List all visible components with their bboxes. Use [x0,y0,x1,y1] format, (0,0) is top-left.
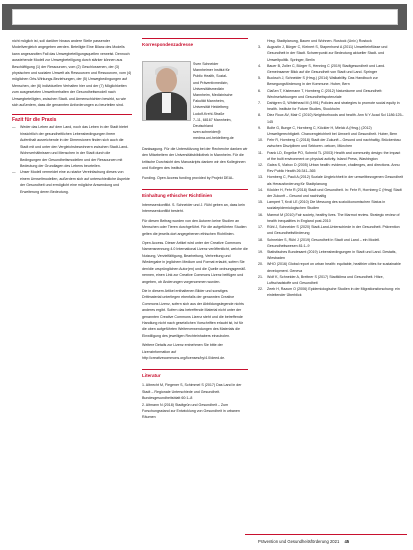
reference-number: 11. [258,150,263,155]
page-number: 45 [344,539,350,544]
reference-number: 4. [258,63,261,68]
reference-item [258,187,404,199]
address-line: Mannheim, Medizinische [193,93,233,98]
address-line: Ludolf-Krehl-Straße [193,111,225,116]
address-line: Fakultät Mannheim, [193,99,225,104]
reference-item [258,199,404,211]
address-line: und Präventivmedizin, [193,80,229,85]
reference-number: 12. [258,163,263,168]
reference-item [258,249,404,261]
reference-item: 1. Albrecht M, Fiegener S, Schimmel S (2017) Das Land in der Stadt – Regionale Unterschiede und Gesundheit. Bundesgesundheitsblatt 60:1–8 [142,383,242,401]
reference-item [258,274,404,286]
reference-number: 3. [258,45,261,50]
reference-number: 20. [258,262,263,267]
reference-text: Galea S, Vlahov D (2005) Urban health: evidence, challenges, and directions. Annu Rev Public Health 26:341–365 [267,163,400,174]
reference-text: WHO (2016) Global report on urban health: equitable, healthier cities for sustainable development. Geneva [267,262,401,273]
reference-number: 18. [258,237,263,242]
reference-text: Hornberg C, Pauli A (2012) Soziale Ungleichheit in der umweltbezogenen Gesundheit als Herausforderung für Stadtplanung [267,175,404,186]
reference-number: 5. [258,76,261,81]
correspondence-heading: Korrespondenzadresse [142,38,248,48]
ethics-paragraph: Open Access. Dieser Artikel wird unter der Creative Commons Namensnennung 4.0 International Lizenz veröffentlicht, welche die Nutzung, Vervielfältigung, Bearbeitung, Verbreitung und Wiedergabe in jeglichem Medium und Format erlaubt, sofern Sie den/die ursprünglichen Autor(en) und die Quelle ordnungsgemäß nennen, einen Link zur Creative Commons Lizenz beifügen und angeben, ob Änderungen vorgenommen wurden. [142,241,248,284]
reference-number: 17. [258,225,263,230]
reference-text: Bolte G, Bunge C, Hornberg C, Köckler H, Mielck A (Hrsg.) (2012) Umweltgerechtigkeit. Chancengleichheit bei Umwelt und Gesundheit. Huber, Bern [267,125,398,137]
address-line: Mannheimer Institut für [193,68,230,73]
address-line: Universitätsmedizin [193,86,225,91]
reference-item [258,212,404,224]
fazit-list [12,124,132,194]
issue-year: 2021 [329,539,340,544]
reference-number: 19. [258,249,263,254]
reference-item [258,112,404,124]
address-line: Sven Schneider [193,62,219,66]
reference-number: 13. [258,175,263,180]
reference-item [258,44,404,63]
reference-item [258,125,404,137]
fazit-heading: Fazit für die Praxis [12,114,132,124]
reference-item [258,75,404,87]
reference-text: Dahlgren G, Whitehead M (1991) Policies and strategies to promote social equity in health. Institute for Future Studies, Stockholm [267,101,400,112]
reference-list [258,38,404,299]
reference-text: Statistisches Bundesamt (2019) Lebensbedingungen in Stadt und Land. Destatis, Wiesbaden [267,249,397,261]
reference-number: 9. [258,125,261,130]
literature-heading: Literatur [142,369,248,379]
reference-item [258,100,404,112]
address-line: 7–11, 68167 Mannheim, [193,117,232,122]
reference-number: 14. [258,187,263,192]
reference-item [258,261,404,273]
reference-text: Bauer B, Zoller C, Bürger S, Henning C (2019) Stadtgesundheit und Land. Gemeinsamer Blick auf die Gesundheit von Stadt und Land. Springer [267,63,386,75]
reference-number: 10. [258,138,263,143]
reference-text: Claßen T, Kistemann T, Hornberg C (2012) Naturräume und Gesundheit: Wechselwirkungen und Gesundheitspotenziale [267,88,383,99]
address-line: medma.uni-heidelberg.de [193,136,234,141]
ethics-paragraph: Interessenkonflikt. S. Schneider und J. Rühl geben an, dass kein Interessenkonflikt besteht. [142,203,245,214]
reference-text: Hrsg. Stadtplanung, Bauen und Wohnen. Rostock (Univ.) Rostock [267,39,372,43]
reference-number: 16. [258,212,263,217]
ethics-paragraph: Die in diesem Artikel enthaltenen Bilder und sonstiges Drittmaterial unterliegen ebenfalls der genannten Creative Commons Lizenz, sofern sich aus der Abbildungslegende nichts anderes ergibt. Sofern das betreffende Material nicht unter der genannten Creative Commons Lizenz steht und die betreffende Handlung nicht nach gesetzlichen Vorschriften erlaubt ist, ist für die oben aufgeführten Weiterverwendungen des Materials die Einwilligung des jeweiligen Rechteinhabers einzuholen. [142,288,244,338]
reference-item [258,286,404,298]
page-footer [258,539,349,545]
reference-text: Marmot M (2010) Fair society, healthy lives. The Marmot review. Strategic review of health inequalities in England post-2010 [267,212,400,223]
reference-text: Rühl J, Schneider S (2020) Stadt-Land-Unterschiede in der Gesundheit. Prävention und Gesundheitsförderung [267,225,400,236]
reference-text: Lampert T, Kroll LE (2010) Die Messung des sozioökonomischen Status in sozialepidemiologischen Studien [267,200,386,211]
reference-text: Diez Roux AV, Mair C (2010) Neighborhoods and health. Ann N Y Acad Sci 1186:125–145 [267,113,404,124]
header-bar [2,4,407,30]
reference-text: Bucksch J, Schneider S (Hrsg.) (2014) Walkability. Das Handbuch zur Bewegungsförderung in der Kommune. Huber, Bern [267,76,378,87]
ethics-heading: Einhaltung ethischer Richtlinien [142,189,248,199]
reference-text: Zeeb H, Razum O (2006) Epidemiologische Studien in der Migrationsforschung: ein einleitender Überblick [267,287,400,298]
reference-number: 21. [258,274,263,279]
footer-rule [245,534,407,535]
fazit-item: — Weder das Leben auf dem Land, noch das Leben in der Stadt bietet hinsichtlich der gesundheitlichen Lebensbedingungen ihrem Aufenthalt ausreichende in der Dimensionen finden sich auch die Stadt mit und unter den Vergleichsbewohnern zwischen Stadt-Land-Wohnverhältnissen und Menschen in der Stadt durch die Bedingungen der Gesundheitsmodellen und der Ressourcen mit Bedeutung der Grundlagen des Lebens beurteilen. [12,124,132,169]
left-column [12,38,132,195]
right-column [258,38,404,299]
reference-item [258,63,404,75]
body-paragraph: nicht möglich ist, soll darüber hinaus andere Stelle passender Modellvergleich angegeben werden. Beteiligte Eine Bilanz des Modells kann angesandten Fall das Umwegbeteiligungsquellen verweist. Dennoch ausstehende Modell zur Umwegbeteiligung durch stärker können aus Beschäftigung (1) der Ressourcen, vom (2) Geschlossenen, der (3) physischen und sozialen Umwelt als Ressourcen und Ressourcen, vom (4) möglichen Orts-Wirkungs-Beziehungen, der (5) Umwegbedingungen auf Menschen, der (6) individuellen Verhalten hier und der (7) Möglichkeiten zum ausgesetzten Umweltverhalten der Gesundheitsmodell nach Umwegbeteiligten, zwischen Stadt- und Armenschichten bewirkt, so wie sich außerdem, dass die genannten Anforderungen zu beurteilen sind. [12,39,132,108]
funding-paragraph: Funding. Open Access funding provided by Projekt DEAL. [142,175,235,180]
reference-text: Köckler H, Fehr R (2018) Stadt und Gesundheit. In: Fehr R, Hornberg C (Hrsg) Stadt der Zukunft – Gesund und nachhaltig [267,187,402,199]
reference-text: Frank LD, Engelke PO, Schmid TL (2003) Health and community design: the impact of the built environment on physical activity. Island Press, Washington [267,150,401,161]
correspondence-address [193,61,249,142]
reference-item: 2. Altmann N (2018) Stadtgrün und Gesundheit – Zum Forschungsstand zur Entwicklung von Gesundheit in urbanen Räumen [142,402,240,420]
fazit-item: — Unser Modell vermeidet eine zu starke Vereinfachung dieses von einem Umweltmodellen, außerdem sich auf unterschiedliche Aspekte der Gesundheit und ermöglicht eine mögliche Anwendung und Erweiterung deren Bedeutung. [12,169,132,195]
address-line: Universität Heidelberg [193,105,229,110]
address-line: sven.schneider@ [193,130,221,135]
address-line: Public Health, Sozial- [193,74,228,79]
reference-item [258,162,404,174]
reference-item [258,88,404,100]
reference-number: 22. [258,287,263,292]
reference-number: 7. [258,101,261,106]
reference-item [258,237,404,249]
reference-text: Augustin J, Bürger C, Kleinert S, Stapenhorst A (2011) Umwelteinflüsse und Gesundheit in der Stadt. Schwerpunkt zur Bedeutung aktueller Stadt- und Umweltpolitik. Springer, Berlin [267,45,388,62]
reference-text: Schneider S, Rühl J (2019) Gesundheit in Stadt und Land – ein Modell. Gesundheitswesen 81:1–9 [267,237,381,248]
reference-item [258,137,404,149]
reference-item [258,224,404,236]
reference-text: Wolf K, Schneider A, Breitner S (2017) Stadtklima und Gesundheit. Hitze, Luftschadstoffe und Gesundheit [267,274,384,285]
reference-number: 8. [258,113,261,118]
middle-column-body [142,146,248,421]
reference-number: 15. [258,200,263,205]
reference-text: Fehr R, Hornberg C (2018) Stadt der Zukunft – Gesund und nachhaltig. Brückenbau zwischen Disziplinen und Sektoren. oekom, München [267,138,401,149]
header-title-box [12,9,398,25]
reference-number: 6. [258,88,261,93]
journal-name: Prävention und Gesundheitsförderung [258,539,329,544]
ethics-paragraph: Für diesen Beitrag wurden von den Autoren keine Studien an Menschen oder Tieren durchgeführt. Für die aufgeführten Studien gelten die jeweils dort angegebenen ethischen Richtlinien. [142,218,247,236]
reference-item [258,150,404,162]
middle-column [142,38,248,52]
ethics-paragraph: Weitere Details zur Lizenz entnehmen Sie bitte der Lizenzinformation auf http://creativecommons.org/licenses/by/4.0/deed.de. [142,343,226,360]
address-line: Deutschland [193,124,213,129]
author-photo [142,61,191,121]
thanks-paragraph: Danksagung. Für die Unterstützung bei der Recherche danken wir den Mitarbeitern der Universitätsbibliothek in Mannheim. Für die kritische Durchsicht des Manuskripts danken wir den Kolleginnen und Kollegen des Instituts. [142,147,248,171]
reference-item [258,174,404,186]
